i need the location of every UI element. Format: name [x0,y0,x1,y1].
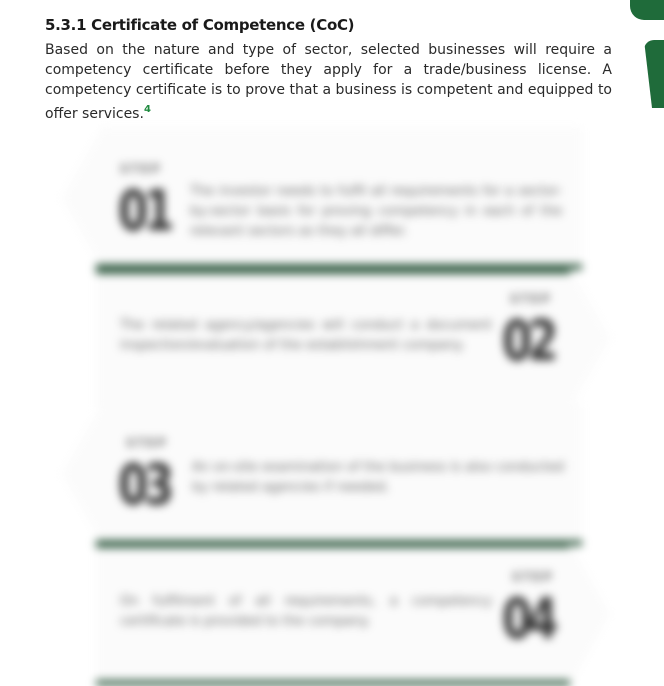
step-1 [0,128,664,268]
step-4 [0,542,664,686]
steps-graphic [0,128,664,686]
step-4-edge [96,542,570,548]
step-2-text: The related agency/agencies will conduct a document inspection/evaluation of the establishment company. [120,318,492,353]
step-3 [0,404,664,544]
section-paragraph [45,40,612,124]
step-3-text: An on-site examination of the business is also conducted by related agencies if needed. [192,460,564,495]
step-4-text: On fulfilment of all requirements, a competency certificate is provided to the company. [120,594,492,629]
step-1-number: 01 [118,179,170,244]
step-2-label: STEP [510,292,552,306]
section-heading: 5.3.1 Certificate of Competence (CoC) [45,16,355,34]
step-2 [0,268,664,408]
step-1-label: STEP [120,162,162,176]
footnote-ref: 4 [143,104,151,115]
page-corner-tab [630,0,664,20]
step-4-number: 04 [502,587,554,652]
step-3-label: STEP [126,436,168,450]
step-2-edge [96,268,570,274]
step-3-number: 03 [118,453,170,518]
step-4-label: STEP [512,570,554,584]
paragraph-text: Based on the nature and type of sector, selected businesses will require a competency certificate before they apply for a trade/business license. A competency certificate is to prove that a business is competent and equipped to offer services. [45,42,612,122]
step-1-text: The investor needs to fulfil all requirements for a sector-by-sector basis for proving competency in each of the relevant sectors as they all differ. [190,184,562,239]
page-corner-arrow [644,40,664,108]
step-4-bottom-edge [96,680,570,686]
step-2-number: 02 [502,309,554,374]
